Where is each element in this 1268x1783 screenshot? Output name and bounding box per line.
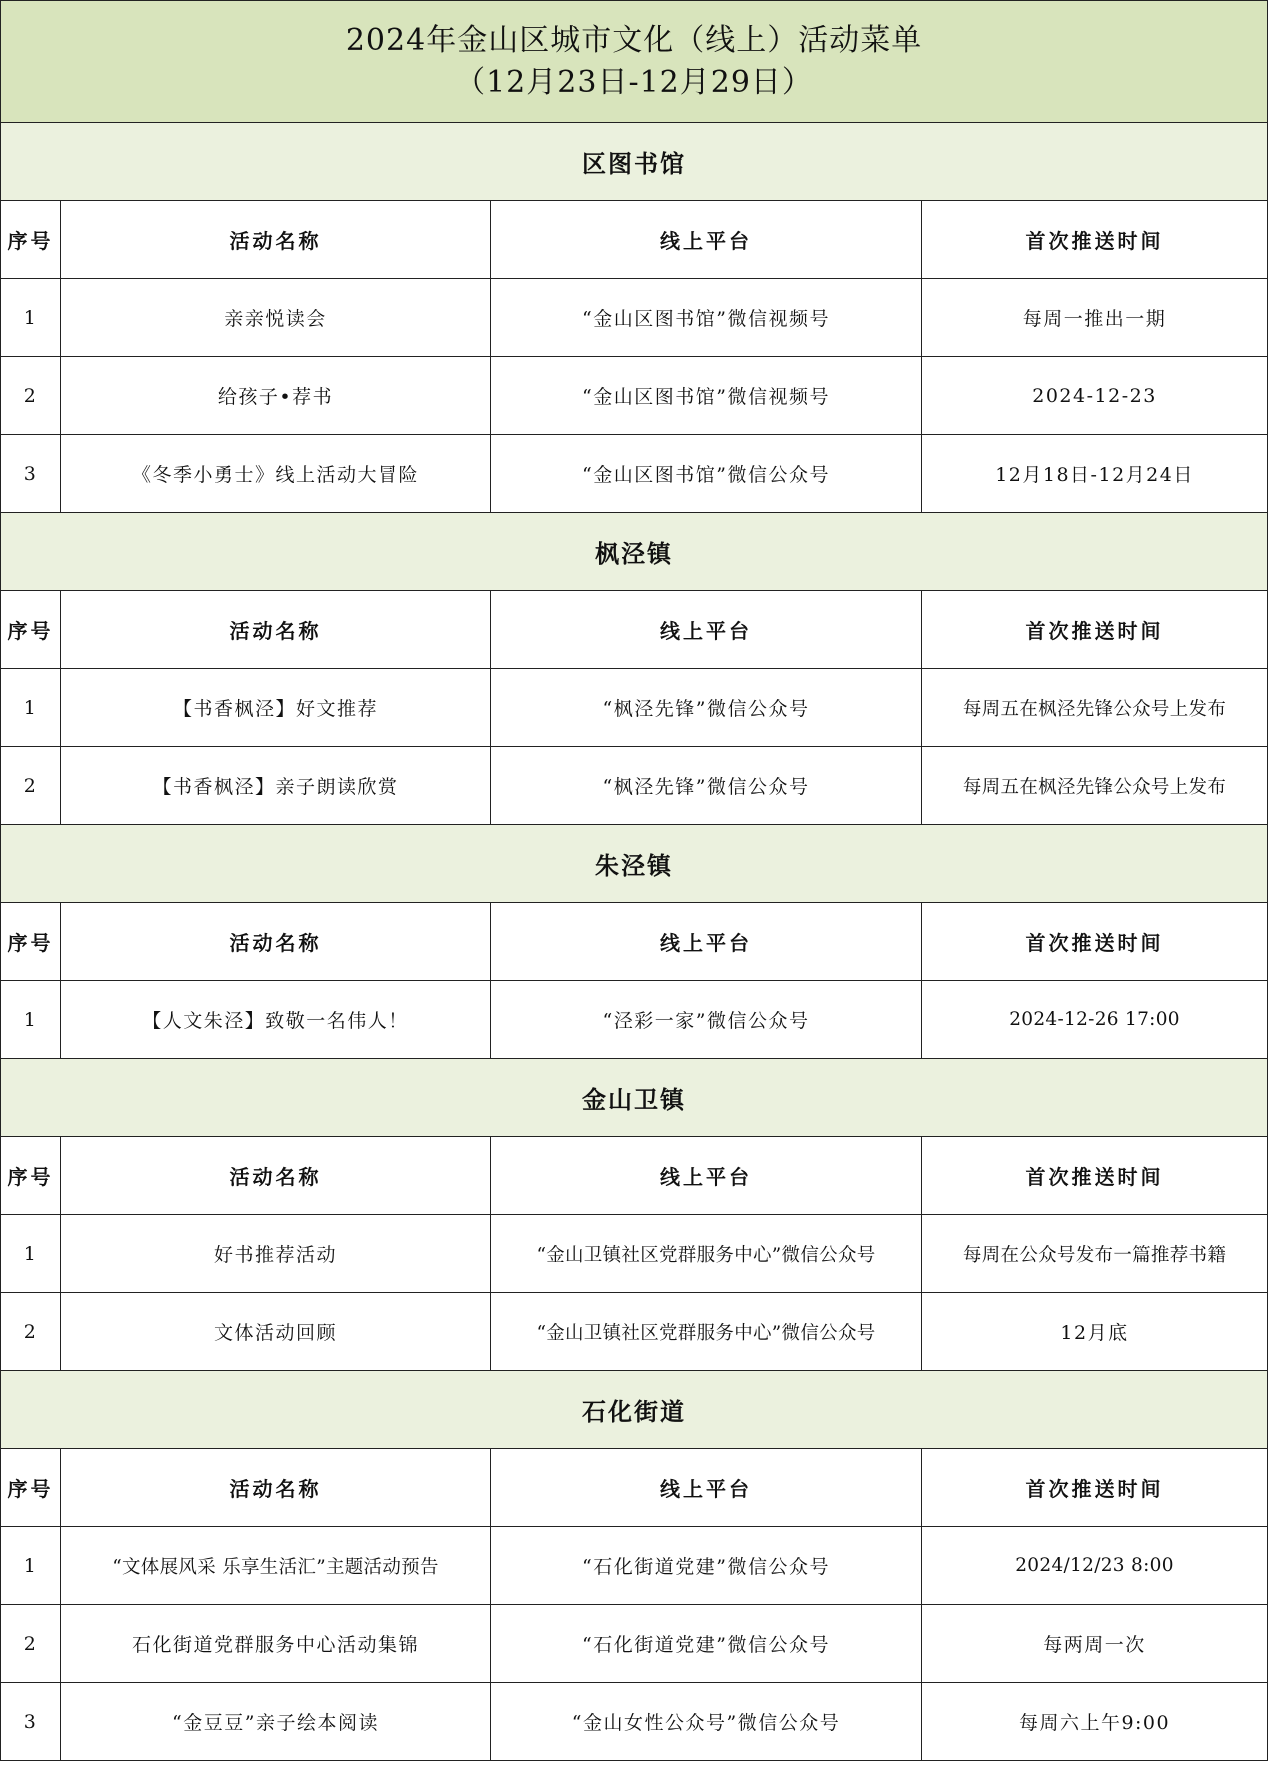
cell-platform: “金山区图书馆”微信视频号	[491, 279, 922, 357]
section-row	[1, 1371, 1268, 1449]
cell-platform: “金山区图书馆”微信视频号	[491, 357, 922, 435]
header-activity-name: 活动名称	[61, 591, 491, 669]
header-no: 序号	[1, 1449, 61, 1527]
section-row	[1, 513, 1268, 591]
cell-push-time: 每周在公众号发布一篇推荐书籍	[922, 1215, 1268, 1293]
cell-platform: “金山女性公众号”微信公众号	[491, 1683, 922, 1761]
table-row	[1, 1527, 1268, 1605]
cell-no: 3	[1, 1683, 61, 1761]
column-header-row	[1, 201, 1268, 279]
cell-push-time: 2024-12-26 17:00	[922, 981, 1268, 1059]
table-row	[1, 669, 1268, 747]
table-row	[1, 435, 1268, 513]
cell-activity-name: 好书推荐活动	[61, 1215, 491, 1293]
cell-platform: “石化街道党建”微信公众号	[491, 1605, 922, 1683]
header-platform: 线上平台	[491, 903, 922, 981]
cell-platform: “枫泾先锋”微信公众号	[491, 669, 922, 747]
cell-activity-name: “文体展风采 乐享生活汇”主题活动预告	[61, 1527, 491, 1605]
section-row	[1, 1059, 1268, 1137]
table-row	[1, 1293, 1268, 1371]
header-push-time: 首次推送时间	[922, 201, 1268, 279]
cell-push-time: 12月18日-12月24日	[922, 435, 1268, 513]
header-activity-name: 活动名称	[61, 1449, 491, 1527]
cell-platform: “金山卫镇社区党群服务中心”微信公众号	[491, 1293, 922, 1371]
section-title: 石化街道	[1, 1371, 1268, 1449]
section-title: 金山卫镇	[1, 1059, 1268, 1137]
cell-no: 1	[1, 1527, 61, 1605]
header-platform: 线上平台	[491, 1449, 922, 1527]
header-platform: 线上平台	[491, 201, 922, 279]
cell-push-time: 2024/12/23 8:00	[922, 1527, 1268, 1605]
header-no: 序号	[1, 201, 61, 279]
title-line-2: （12月23日-12月29日）	[455, 64, 813, 100]
cell-platform: “金山区图书馆”微信公众号	[491, 435, 922, 513]
section-row	[1, 825, 1268, 903]
header-no: 序号	[1, 1137, 61, 1215]
table-row	[1, 1605, 1268, 1683]
cell-platform: “石化街道党建”微信公众号	[491, 1527, 922, 1605]
cell-platform: “泾彩一家”微信公众号	[491, 981, 922, 1059]
header-no: 序号	[1, 903, 61, 981]
cell-push-time: 每周五在枫泾先锋公众号上发布	[922, 669, 1268, 747]
cell-activity-name: 【人文朱泾】致敬一名伟人！	[61, 981, 491, 1059]
cell-no: 1	[1, 279, 61, 357]
header-push-time: 首次推送时间	[922, 1137, 1268, 1215]
cell-activity-name: 亲亲悦读会	[61, 279, 491, 357]
cell-no: 2	[1, 1293, 61, 1371]
header-platform: 线上平台	[491, 591, 922, 669]
cell-activity-name: 【书香枫泾】亲子朗读欣赏	[61, 747, 491, 825]
cell-no: 2	[1, 1605, 61, 1683]
title-row	[1, 1, 1268, 123]
cell-push-time: 每周五在枫泾先锋公众号上发布	[922, 747, 1268, 825]
table-body	[1, 1, 1268, 1761]
column-header-row	[1, 903, 1268, 981]
column-header-row	[1, 1137, 1268, 1215]
section-title: 枫泾镇	[1, 513, 1268, 591]
cell-push-time: 2024-12-23	[922, 357, 1268, 435]
table-row	[1, 1215, 1268, 1293]
header-activity-name: 活动名称	[61, 903, 491, 981]
cell-push-time: 每两周一次	[922, 1605, 1268, 1683]
cell-activity-name: 【书香枫泾】好文推荐	[61, 669, 491, 747]
column-header-row	[1, 591, 1268, 669]
cell-no: 2	[1, 747, 61, 825]
header-activity-name: 活动名称	[61, 201, 491, 279]
cell-platform: “金山卫镇社区党群服务中心”微信公众号	[491, 1215, 922, 1293]
cell-activity-name: 石化街道党群服务中心活动集锦	[61, 1605, 491, 1683]
header-push-time: 首次推送时间	[922, 903, 1268, 981]
section-title: 朱泾镇	[1, 825, 1268, 903]
header-push-time: 首次推送时间	[922, 1449, 1268, 1527]
cell-no: 1	[1, 1215, 61, 1293]
cell-push-time: 每周一推出一期	[922, 279, 1268, 357]
header-push-time: 首次推送时间	[922, 591, 1268, 669]
cell-activity-name: 《冬季小勇士》线上活动大冒险	[61, 435, 491, 513]
cell-no: 2	[1, 357, 61, 435]
table-row	[1, 1683, 1268, 1761]
header-no: 序号	[1, 591, 61, 669]
cell-activity-name: 给孩子•荐书	[61, 357, 491, 435]
cell-no: 3	[1, 435, 61, 513]
header-activity-name: 活动名称	[61, 1137, 491, 1215]
column-header-row	[1, 1449, 1268, 1527]
table-row	[1, 279, 1268, 357]
cell-platform: “枫泾先锋”微信公众号	[491, 747, 922, 825]
header-platform: 线上平台	[491, 1137, 922, 1215]
section-title: 区图书馆	[1, 123, 1268, 201]
cell-push-time: 每周六上午9:00	[922, 1683, 1268, 1761]
cell-no: 1	[1, 981, 61, 1059]
cell-no: 1	[1, 669, 61, 747]
cell-activity-name: 文体活动回顾	[61, 1293, 491, 1371]
section-row	[1, 123, 1268, 201]
cell-push-time: 12月底	[922, 1293, 1268, 1371]
table-row	[1, 981, 1268, 1059]
table-row	[1, 357, 1268, 435]
table-row	[1, 747, 1268, 825]
title-line-1: 2024年金山区城市文化（线上）活动菜单	[345, 22, 923, 58]
page-title	[1, 1, 1268, 123]
cell-activity-name: “金豆豆”亲子绘本阅读	[61, 1683, 491, 1761]
